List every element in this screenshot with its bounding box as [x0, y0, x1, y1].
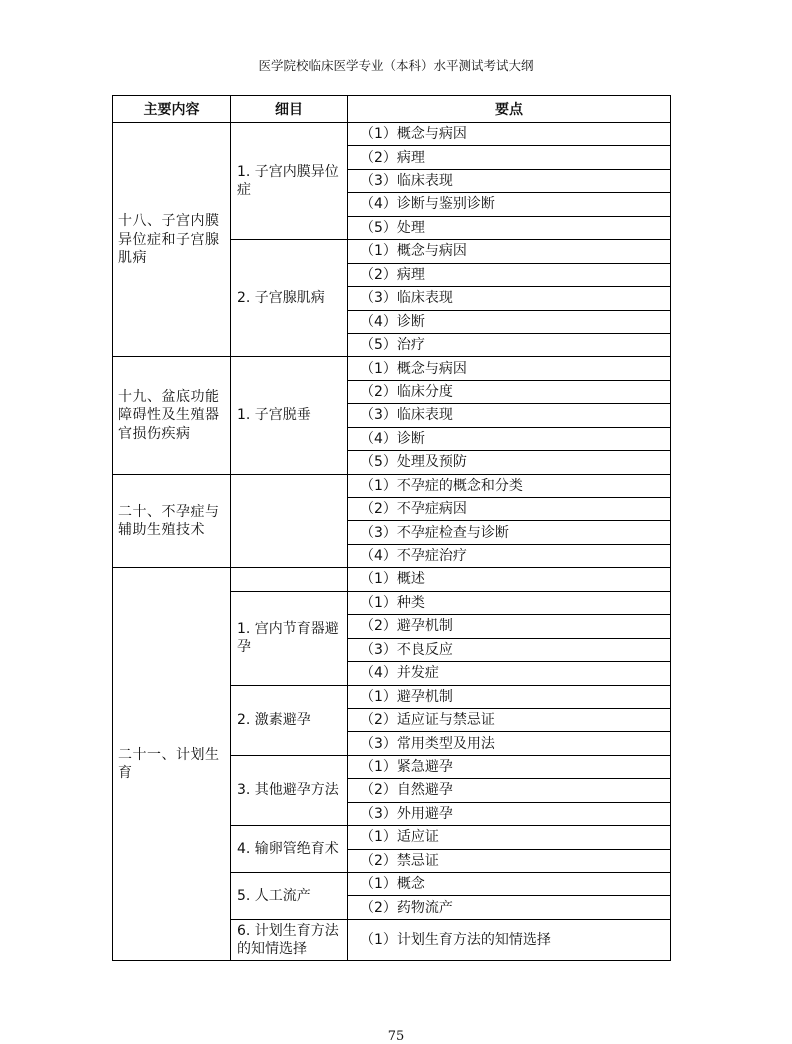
subtopic-cell	[231, 568, 348, 591]
key-point-cell: （2）病理	[348, 146, 671, 169]
table-body	[113, 123, 671, 961]
key-point-cell: （1）概念与病因	[348, 240, 671, 263]
table-row	[113, 568, 671, 591]
column-header-points: 要点	[348, 96, 671, 123]
page-header: 医学院校临床医学专业（本科）水平测试考试大纲	[258, 58, 534, 73]
key-point-cell: （3）临床表现	[348, 287, 671, 310]
key-point-cell: （2）自然避孕	[348, 779, 671, 802]
subtopic-cell: 2. 激素避孕	[231, 685, 348, 755]
subtopic-cell: 2. 子宫腺肌病	[231, 240, 348, 357]
key-point-cell: （1）紧急避孕	[348, 755, 671, 778]
column-header-sub: 细目	[231, 96, 348, 123]
table-header-row	[113, 96, 671, 123]
key-point-cell: （1）种类	[348, 591, 671, 614]
key-point-cell: （3）常用类型及用法	[348, 732, 671, 755]
table-row	[113, 474, 671, 497]
key-point-cell: （1）适应证	[348, 826, 671, 849]
subtopic-cell: 6. 计划生育方法的知情选择	[231, 919, 348, 960]
key-point-cell: （5）处理	[348, 216, 671, 239]
subtopic-cell: 1. 子宫内膜异位症	[231, 123, 348, 240]
key-point-cell: （5）治疗	[348, 333, 671, 356]
subtopic-cell: 5. 人工流产	[231, 873, 348, 920]
table-row	[113, 357, 671, 380]
key-point-cell: （2）药物流产	[348, 896, 671, 919]
key-point-cell: （1）概述	[348, 568, 671, 591]
key-point-cell: （1）不孕症的概念和分类	[348, 474, 671, 497]
main-topic-cell: 十八、子宫内膜异位症和子宫腺肌病	[113, 123, 231, 357]
page-number: 75	[387, 1029, 405, 1044]
exam-outline-table	[112, 95, 671, 961]
key-point-cell: （3）临床表现	[348, 169, 671, 192]
subtopic-cell: 1. 宫内节育器避孕	[231, 591, 348, 685]
key-point-cell: （2）避孕机制	[348, 615, 671, 638]
key-point-cell: （2）临床分度	[348, 380, 671, 403]
table-row	[113, 123, 671, 146]
subtopic-cell: 4. 输卵管绝育术	[231, 826, 348, 873]
key-point-cell: （1）计划生育方法的知情选择	[348, 919, 671, 960]
key-point-cell: （4）不孕症治疗	[348, 544, 671, 567]
key-point-cell: （4）并发症	[348, 662, 671, 685]
key-point-cell: （3）临床表现	[348, 404, 671, 427]
key-point-cell: （2）不孕症病因	[348, 498, 671, 521]
key-point-cell: （4）诊断	[348, 310, 671, 333]
column-header-main: 主要内容	[113, 96, 231, 123]
main-topic-cell: 二十一、计划生育	[113, 568, 231, 961]
key-point-cell: （2）病理	[348, 263, 671, 286]
main-topic-cell: 十九、盆底功能障碍性及生殖器官损伤疾病	[113, 357, 231, 474]
main-topic-cell: 二十、不孕症与辅助生殖技术	[113, 474, 231, 568]
key-point-cell: （3）不孕症检查与诊断	[348, 521, 671, 544]
key-point-cell: （4）诊断	[348, 427, 671, 450]
key-point-cell: （4）诊断与鉴别诊断	[348, 193, 671, 216]
key-point-cell: （1）概念与病因	[348, 357, 671, 380]
key-point-cell: （1）概念	[348, 873, 671, 896]
key-point-cell: （2）禁忌证	[348, 849, 671, 872]
key-point-cell: （3）外用避孕	[348, 802, 671, 825]
key-point-cell: （1）概念与病因	[348, 123, 671, 146]
key-point-cell: （1）避孕机制	[348, 685, 671, 708]
key-point-cell: （2）适应证与禁忌证	[348, 708, 671, 731]
subtopic-cell	[231, 474, 348, 568]
subtopic-cell: 3. 其他避孕方法	[231, 755, 348, 825]
key-point-cell: （5）处理及预防	[348, 451, 671, 474]
subtopic-cell: 1. 子宫脱垂	[231, 357, 348, 474]
key-point-cell: （3）不良反应	[348, 638, 671, 661]
